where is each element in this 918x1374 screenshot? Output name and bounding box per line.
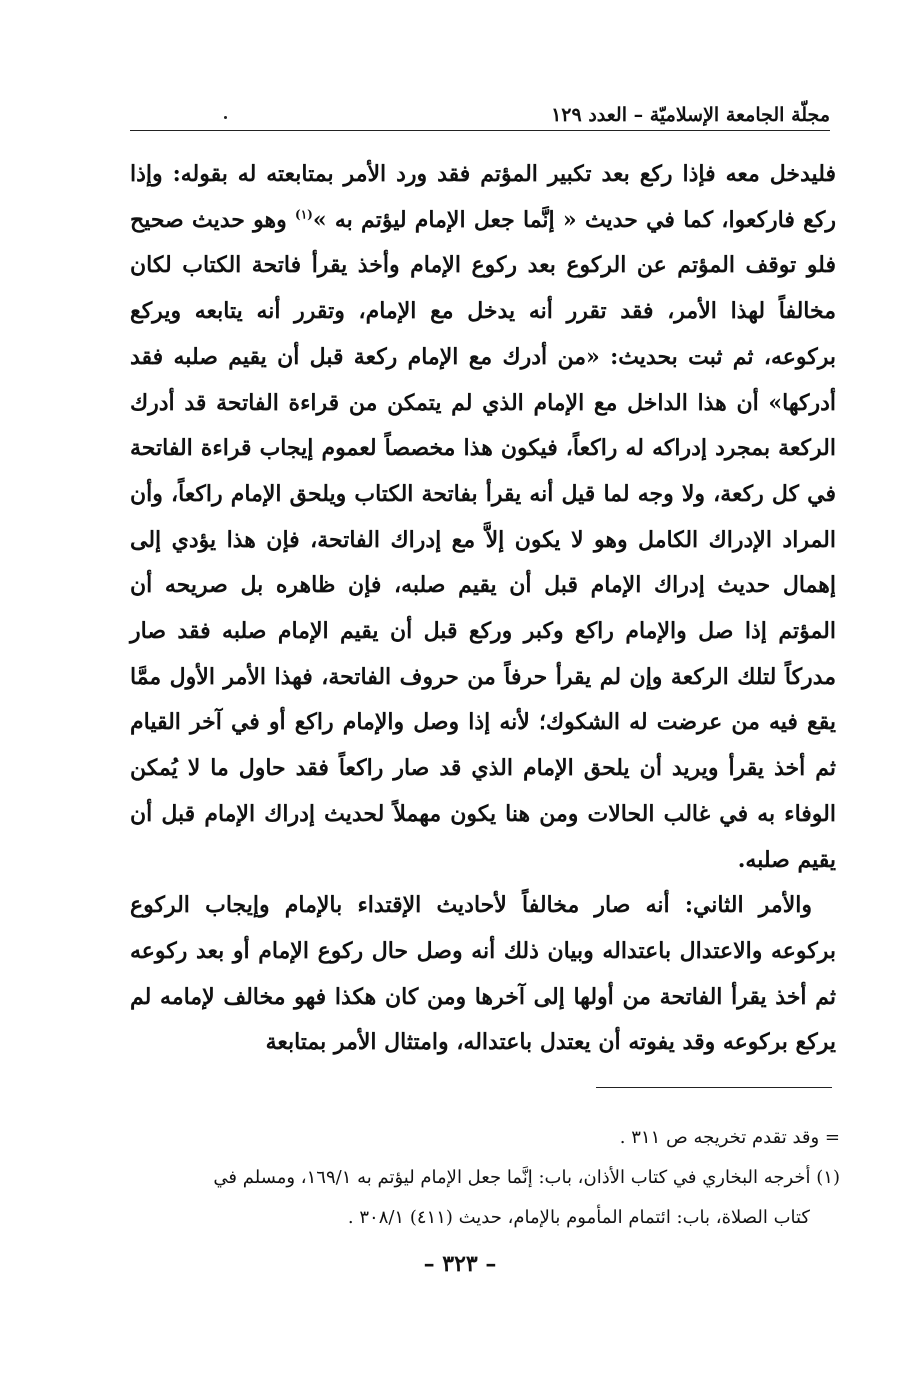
running-header: مجلّة الجامعة الإسلاميّة – العدد ١٢٩ (551, 104, 830, 126)
main-text (130, 152, 836, 1066)
header-speck (224, 116, 227, 119)
footnote-reference-1: (١) (295, 207, 313, 222)
paragraph-1-part-b: وهو حديث صحيح فلو توقف المؤتم عن الركوع بعد ركوع الإمام وأخذ يقرأ فاتحة الكتاب لكان مخالفاً لهذا الأمر، فقد تقرر أنه يدخل مع الإمام، وتقرر أنه يتابعه ويركع بركوعه، ثم ثبت بحديث: «من أدرك مع الإمام ركعة قبل أن يقيم صلبه فقد أدركها» أن هذا الداخل مع الإمام الذي لم يتمكن من قراءة الفاتحة قد أدرك الركعة بمجرد إدراكه له راكعاً، فيكون هذا مخصصاً لعموم إيجاب قراءة الفاتحة في كل ركعة، ولا وجه لما قيل أنه يقرأ بفاتحة الكتاب ويلحق الإمام راكعاً، وأن المراد الإدراك الكامل وهو لا يكون إلاَّ مع إدراك الفاتحة، فإن هذا يؤدي إلى إهمال حديث إدراك الإمام قبل أن يقيم صلبه، فإن ظاهره بل صريحه أن المؤتم إذا صل والإمام راكع وكبر وركع قبل أن يقيم الإمام صلبه فقد صار مدركاً لتلك الركعة وإن لم يقرأ حرفاً من حروف الفاتحة، فهذا الأمر الأول ممَّا يقع فيه من عرضت له الشكوك؛ لأنه إذا وصل والإمام راكع أو في آخر القيام ثم أخذ يقرأ ويريد أن يلحق الإمام الذي قد صار راكعاً فقد حاول ما لا يُمكن الوفاء به في غالب الحالات ومن هنا يكون مهملاً لحديث إدراك الإمام قبل أن يقيم صلبه. (130, 206, 836, 873)
paragraph-1 (130, 152, 836, 883)
page-number: – ٣٢٣ – (423, 1251, 497, 1277)
paragraph-1-part-a: فليدخل معه فإذا ركع بعد تكبير المؤتم فقد ورد الأمر بمتابعته له بقوله: وإذا ركع فاركعوا، كما في حديث « إنَّما جعل الإمام ليؤتم به » (130, 161, 836, 233)
paragraph-2: والأمر الثاني: أنه صار مخالفاً لأحاديث الإقتداء بالإمام وإيجاب الركوع بركوعه والاعتدال باعتداله وبيان ذلك أنه وصل حال ركوع الإمام أو بعد ركوعه ثم أخذ يقرأ الفاتحة من أولها إلى آخرها ومن كان هكذا فهو مخالف لإمامه لم يركع بركوعه وقد يفوته أن يعتدل باعتداله، وامتثال الأمر بمتابعة (130, 892, 836, 1056)
footnotes (120, 1118, 840, 1238)
footnote-1-line-2: كتاب الصلاة، باب: ائتمام المأموم بالإمام، حديث (٤١١) ٣٠٨/١ . (347, 1207, 810, 1228)
header-rule (130, 130, 830, 131)
footnote-rule (596, 1087, 832, 1088)
footnote-1-line-1: (١) أخرجه البخاري في كتاب الأذان، باب: إنَّما جعل الإمام ليؤتم به ١٦٩/١، ومسلم في (213, 1167, 840, 1188)
footnote-continuation: = وقد تقدم تخريجه ص ٣١١ . (619, 1127, 840, 1148)
